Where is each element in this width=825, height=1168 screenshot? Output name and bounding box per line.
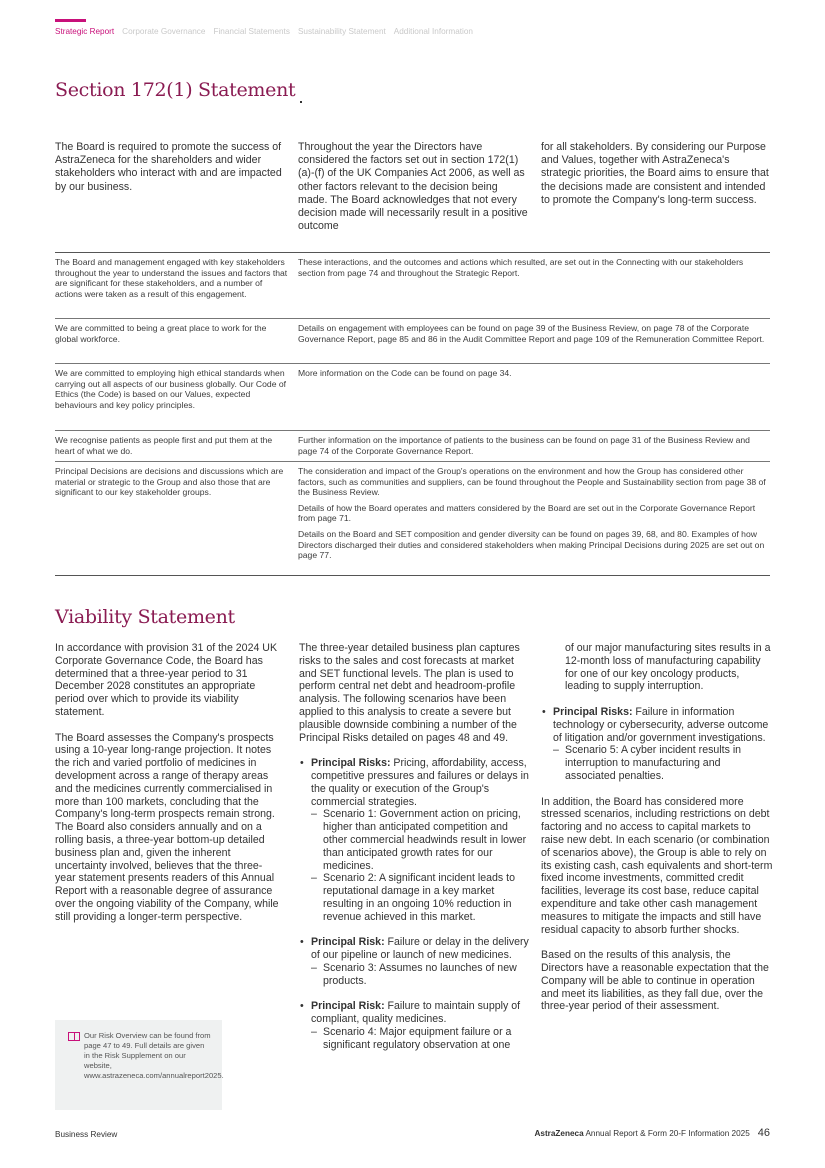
viability-col1	[55, 642, 281, 936]
table-cell-text: Details on the Board and SET composition and gender diversity can be found on pages 39, 68, and 80. Examples of how Directors discharged their duties and considered stakeholders when making Principal Decisions during 2025 are set out on page 77.	[298, 528, 765, 561]
decorative-dot	[300, 101, 302, 103]
tab-corporate-governance[interactable]: Corporate Governance	[122, 27, 206, 36]
tab-financial-statements[interactable]: Financial Statements	[213, 27, 290, 36]
tab-strategic-report[interactable]: Strategic Report	[55, 27, 115, 36]
tab-sustainability-statement[interactable]: Sustainability Statement	[297, 27, 386, 36]
viability-paragraph: The three-year detailed business plan captures risks to the sales and cost forecasts at market and SET functional levels. The plan is used to perform central net debt and headroom-profile analysis. The following scenarios have been applied to this analysis to create a severe but plausible downside combining a number of the Principal Risks detailed on pages 48 and 49.	[299, 642, 520, 744]
risk-label: Principal Risks:	[553, 705, 633, 718]
viability-paragraph: The Board assesses the Company's prospects using a 10-year long-range projection. It notes the rich and varied portfolio of medicines in development across a range of therapy areas and the medicines currently commercialised in more than 100 markets, concluding that the Company's long-term prospects remain strong. The Board also considers annually and on a rolling basis, a three-year bottom-up detailed business plan and, given the inherent uncertainty involved, believes that the three-year statement presents readers of this Annual Report with a reasonable degree of assurance over the ongoing viability of the Company, while still providing a longer-term perspective.	[55, 731, 279, 923]
viability-col3	[541, 642, 773, 1026]
table-cell-right	[298, 431, 770, 461]
footer-report-title: Annual Report & Form 20-F Information 2025	[583, 1129, 750, 1138]
table-row	[55, 461, 770, 575]
section-nav	[55, 27, 481, 36]
book-icon	[68, 1032, 80, 1041]
risk-text: Failure or delay in the delivery of our pipeline or launch of new medicines.	[311, 936, 529, 962]
viability-paragraph: Based on the results of this analysis, the Directors have a reasonable expectation that the Company will be able to continue in operation and meet its liabilities, as they fall due, over the three-year period of their assessment.	[541, 949, 769, 1013]
scenario-item: – Scenario 5: A cyber incident results in interruption to manufacturing and associated penalties.	[541, 744, 773, 782]
table-row	[55, 363, 770, 430]
risk-text: Pricing, affordability, access, competitive pressures and failures or delays in the quality or execution of the Group's commercial strategies.	[311, 757, 529, 808]
risk-bullet	[541, 706, 773, 744]
risk-overview-callout	[55, 1020, 222, 1110]
table-cell-left: The Board and management engaged with key stakeholders throughout the year to understand the issues and factors that are significant for these stakeholders, and a number of actions were taken as a result of this engagement.	[55, 257, 288, 299]
table-cell-left: Principal Decisions are decisions and discussions which are material or strategic to the Group and also those that are significant to our key stakeholder groups.	[55, 466, 284, 498]
footer-report-info	[534, 1127, 770, 1139]
table-cell-left: We recognise patients as people first and put them at the heart of what we do.	[55, 435, 273, 456]
risk-bullet	[299, 757, 529, 808]
table-cell-right	[298, 462, 770, 575]
table-cell-text: Details of how the Board operates and matters considered by the Board are set out in the Corporate Governance Report from page 71.	[298, 502, 756, 524]
risk-bullet	[299, 936, 529, 962]
scenario-item: – Scenario 2: A significant incident leads to reputational damage in a key market resulting in an ongoing 10% reduction in revenue achieved in this market.	[299, 872, 529, 923]
s172-table	[55, 252, 770, 576]
risk-bullet	[299, 1000, 529, 1026]
risk-text: Failure in information technology or cybersecurity, adverse outcome of litigation and/or government investigations.	[553, 705, 769, 744]
scenario-item: – Scenario 1: Government action on pricing, higher than anticipated competition and other commercial headwinds result in lower than anticipated growth rates for our medicines.	[299, 808, 529, 872]
scenario-item: – Scenario 3: Assumes no launches of new products.	[299, 962, 529, 988]
tab-additional-information[interactable]: Additional Information	[393, 27, 473, 36]
risk-text: Failure to maintain supply of compliant, quality medicines.	[311, 1000, 521, 1026]
page-number: 46	[757, 1127, 770, 1139]
footer-section-label: Business Review	[55, 1130, 118, 1139]
viability-title: Viability Statement	[55, 606, 235, 628]
table-row	[55, 318, 770, 363]
callout-text[interactable]: Our Risk Overview can be found from page 47 to 49. Full details are given in the Risk Supplement on our website, www.astrazeneca.com/annualreport2025.	[84, 1031, 224, 1080]
table-cell-text: More information on the Code can be found on page 34.	[298, 368, 512, 378]
s172-intro-col2: Throughout the year the Directors have considered the factors set out in section 172(1)(a)-(f) of the UK Companies Act 2006, as well as other factors relevant to the decision being made. The Board acknowledges that not every decision made will necessarily result in a positive outcome	[298, 141, 528, 233]
table-cell-text: These interactions, and the outcomes and actions which resulted, are set out in the Connecting with our stakeholders section from page 74 and throughout the Strategic Report.	[298, 257, 744, 278]
table-row	[55, 430, 770, 461]
table-cell-text: Details on engagement with employees can be found on page 39 of the Business Review, on page 78 of the Corporate Governance Report, page 85 and 86 in the Audit Committee Report and page 109 of the Remuneration Committee Report.	[298, 323, 765, 344]
scenario-item: – Scenario 4: Major equipment failure or a significant regulatory observation at one	[299, 1026, 529, 1052]
footer-brand: AstraZeneca	[534, 1129, 584, 1138]
viability-col2	[299, 642, 529, 1052]
risk-label: Principal Risk:	[311, 936, 385, 949]
section-172-title: Section 172(1) Statement	[55, 79, 296, 101]
risk-label: Principal Risks:	[311, 757, 391, 770]
s172-intro-col3: for all stakeholders. By considering our Purpose and Values, together with AstraZeneca's strategic priorities, the Board aims to ensure that the decisions made are consistent and intended to promote the Company's long-term success.	[541, 141, 769, 206]
table-cell-right	[298, 319, 770, 363]
table-row	[55, 253, 770, 318]
risk-label: Principal Risk:	[311, 1000, 385, 1013]
scenario-continued: of our major manufacturing sites results in a 12-month loss of manufacturing capability for one of our key oncology products, leading to supply interruption.	[565, 642, 771, 693]
s172-intro-col1: The Board is required to promote the success of AstraZeneca for the shareholders and wider stakeholders who interact with and are impacted by our business.	[55, 141, 282, 193]
table-cell-left: We are committed to being a great place to work for the global workforce.	[55, 323, 267, 344]
nav-active-indicator	[55, 19, 86, 22]
table-cell-right	[298, 364, 770, 430]
viability-paragraph: In addition, the Board has considered more stressed scenarios, including restrictions on debt factoring and no access to capital markets to raise new debt. In each scenario (or combination of scenarios above), the Group is able to rely on its existing cash, cash equivalents and short-term fixed income investments, committed credit facilities, leverage its cost base, reduce capital expenditure and take other cash management measures to mitigate the impacts and still have residual capacity to absorb further shocks.	[541, 795, 773, 936]
viability-paragraph: In accordance with provision 31 of the 2024 UK Corporate Governance Code, the Board has determined that a three-year period to 31 December 2028 constitutes an appropriate period over which to provide its viability statement.	[55, 642, 278, 718]
table-cell-text: The consideration and impact of the Group's operations on the environment and how the Group has considered other factors, such as communities and suppliers, can be found throughout the People and Sustainability section from page 38 of the Business Review.	[298, 466, 766, 498]
table-cell-right	[298, 253, 770, 318]
table-cell-left: We are committed to employing high ethical standards when carrying out all aspects of our business globally. Our Code of Ethics (the Code) is based on our Values, expected behaviours and key policy principles.	[55, 368, 287, 410]
table-cell-text: Further information on the importance of patients to the business can be found on page 31 of the Business Review and page 74 of the Corporate Governance Report.	[298, 435, 750, 456]
